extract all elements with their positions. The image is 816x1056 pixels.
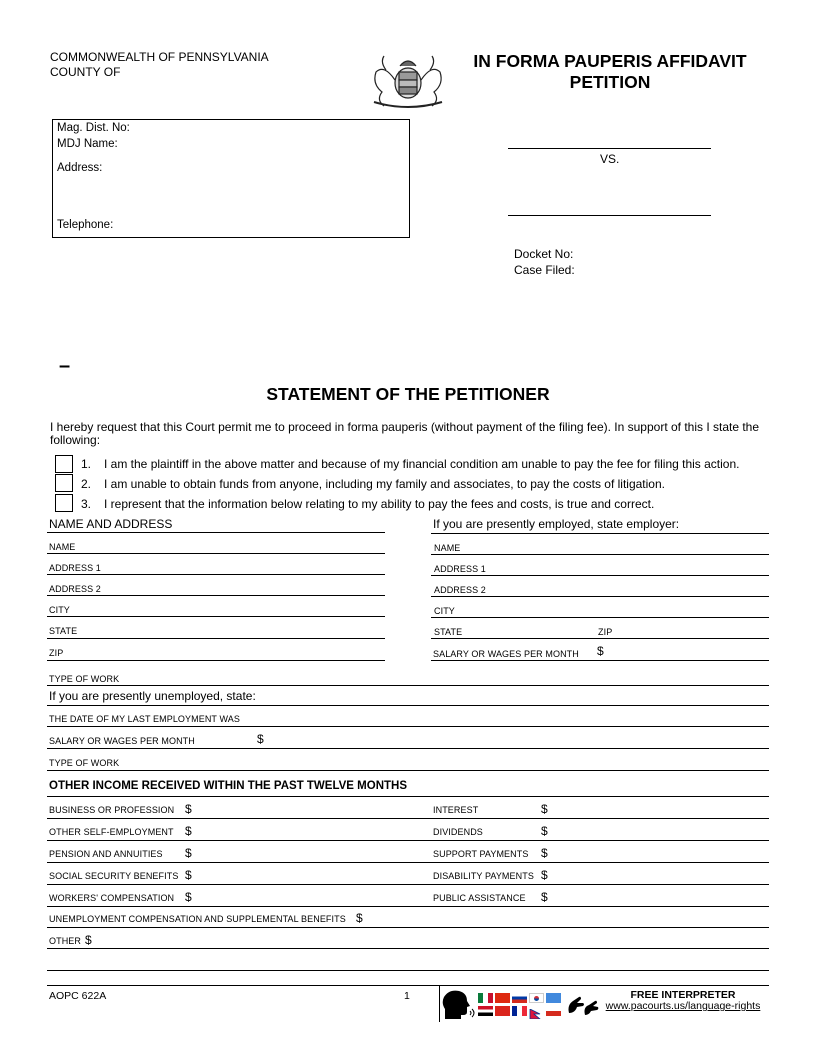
- employer-name-field[interactable]: [431, 554, 769, 555]
- income-dividends-dollar: $: [541, 824, 548, 838]
- vietnam-flag-icon: [495, 1006, 510, 1016]
- income-row3-field[interactable]: [47, 862, 769, 863]
- mag-dist-label: Mag. Dist. No:: [57, 122, 130, 134]
- income-public-assistance-dollar: $: [541, 890, 548, 904]
- income-row1-field[interactable]: [47, 818, 769, 819]
- income-support-dollar: $: [541, 846, 548, 860]
- employer-heading-rule: [431, 533, 769, 534]
- employer-address1-field[interactable]: [431, 575, 769, 576]
- address2-field[interactable]: [47, 595, 385, 596]
- income-business-label: BUSINESS OR PROFESSION: [49, 805, 175, 815]
- income-other-label: OTHER: [49, 936, 81, 946]
- last-employment-label: THE DATE OF MY LAST EMPLOYMENT WAS: [49, 714, 240, 724]
- employer-city-label: CITY: [434, 606, 455, 616]
- item2-text: I am unable to obtain funds from anyone, including my family and associates, to pay the costs of litigation.: [104, 477, 665, 491]
- address1-label: ADDRESS 1: [49, 563, 101, 573]
- item1-text: I am the plaintiff in the above matter and because of my financial condition am unable to pay the fee for filing this action.: [104, 457, 740, 471]
- item3-number: 3.: [81, 497, 92, 511]
- income-support-label: SUPPORT PAYMENTS: [433, 849, 529, 859]
- income-pension-dollar: $: [185, 846, 192, 860]
- pennsylvania-seal-icon: [366, 50, 450, 110]
- item3-checkbox[interactable]: [55, 494, 73, 512]
- russia-flag-icon: [512, 993, 527, 1003]
- nepal-flag-icon: [529, 1006, 544, 1016]
- speaking-head-icon: [441, 989, 477, 1021]
- statement-heading: STATEMENT OF THE PETITIONER: [266, 384, 550, 404]
- somalia-flag-icon: [546, 993, 561, 1003]
- unemployed-heading: If you are presently unemployed, state:: [49, 689, 256, 703]
- city-field[interactable]: [47, 616, 385, 617]
- korea-flag-icon: [529, 993, 544, 1003]
- docket-no-label: Docket No:: [514, 247, 574, 261]
- unemployed-salary-field[interactable]: [47, 748, 769, 749]
- item2-checkbox[interactable]: [55, 474, 73, 492]
- unemployed-type-of-work-field[interactable]: [47, 770, 769, 771]
- free-interpreter-label: FREE INTERPRETER: [630, 989, 736, 1001]
- income-row4-field[interactable]: [47, 884, 769, 885]
- employer-name-label: NAME: [434, 543, 461, 553]
- item1-number: 1.: [81, 457, 92, 471]
- form-id: AOPC 622A: [49, 990, 107, 1002]
- address-label: Address:: [57, 162, 103, 174]
- address2-label: ADDRESS 2: [49, 584, 101, 594]
- other-income-heading-rule: [47, 796, 769, 797]
- mdj-name-label: MDJ Name:: [57, 138, 118, 150]
- state-field[interactable]: [47, 638, 385, 639]
- statement-intro: I hereby request that this Court permit me to proceed in forma pauperis (without payment of the filing fee). In support of this I state the following:: [50, 420, 760, 447]
- income-unemployment-dollar: $: [356, 911, 363, 925]
- unemployed-salary-label: SALARY OR WAGES PER MONTH: [49, 736, 195, 746]
- unemployed-salary-dollar: $: [257, 732, 264, 746]
- income-public-assistance-label: PUBLIC ASSISTANCE: [433, 893, 526, 903]
- state-label: STATE: [49, 626, 78, 636]
- income-row5-field[interactable]: [47, 906, 769, 907]
- item1-checkbox[interactable]: [55, 455, 73, 473]
- telephone-label: Telephone:: [57, 219, 114, 231]
- employer-salary-label: SALARY OR WAGES PER MONTH: [433, 649, 579, 659]
- employer-salary-field[interactable]: [431, 660, 769, 661]
- employer-state-label: STATE: [434, 627, 463, 637]
- income-self-employment-label: OTHER SELF-EMPLOYMENT: [49, 827, 174, 837]
- commonwealth-label: COMMONWEALTH OF PENNSYLVANIA: [50, 50, 269, 64]
- zip-field[interactable]: [47, 660, 385, 661]
- type-of-work-field[interactable]: [47, 685, 769, 686]
- defendant-line[interactable]: [508, 215, 711, 216]
- income-other-field[interactable]: [47, 948, 769, 949]
- income-social-security-dollar: $: [185, 868, 192, 882]
- name-label: NAME: [49, 542, 76, 552]
- zip-label: ZIP: [49, 648, 64, 658]
- income-disability-dollar: $: [541, 868, 548, 882]
- item2-number: 2.: [81, 477, 92, 491]
- income-unemployment-label: UNEMPLOYMENT COMPENSATION AND SUPPLEMENTAL BENEFITS: [49, 914, 346, 924]
- unemployed-heading-rule: [47, 705, 769, 706]
- name-field[interactable]: [47, 553, 385, 554]
- income-other-extra-field[interactable]: [47, 970, 769, 971]
- employer-state-zip-field[interactable]: [431, 638, 769, 639]
- city-label: CITY: [49, 605, 70, 615]
- income-workers-comp-label: WORKERS' COMPENSATION: [49, 893, 175, 903]
- versus-label: VS.: [600, 152, 620, 166]
- china-flag-icon: [495, 993, 510, 1003]
- plaintiff-line[interactable]: [508, 148, 711, 149]
- income-interest-dollar: $: [541, 802, 548, 816]
- income-social-security-label: SOCIAL SECURITY BENEFITS: [49, 871, 179, 881]
- sign-language-icon: [565, 993, 599, 1017]
- income-dividends-label: DIVIDENDS: [433, 827, 483, 837]
- flag-icon: [546, 1006, 561, 1016]
- egypt-flag-icon: [478, 1006, 493, 1016]
- address1-field[interactable]: [47, 574, 385, 575]
- footer-rule: [47, 985, 769, 986]
- income-unemployment-field[interactable]: [47, 927, 769, 928]
- form-title-line1: IN FORMA PAUPERIS AFFIDAVIT: [473, 51, 747, 71]
- last-employment-field[interactable]: [47, 726, 769, 727]
- page-number: 1: [404, 990, 410, 1002]
- employer-address2-field[interactable]: [431, 596, 769, 597]
- income-workers-comp-dollar: $: [185, 890, 192, 904]
- other-income-heading: OTHER INCOME RECEIVED WITHIN THE PAST TWELVE MONTHS: [49, 780, 407, 792]
- name-address-heading-rule: [47, 532, 385, 533]
- unemployed-type-of-work-label: TYPE OF WORK: [49, 758, 120, 768]
- name-address-heading: NAME AND ADDRESS: [49, 517, 173, 531]
- interpreter-divider: [439, 986, 440, 1022]
- income-other-dollar: $: [85, 933, 92, 947]
- court-info-box: [52, 119, 410, 238]
- income-disability-label: DISABILITY PAYMENTS: [433, 871, 534, 881]
- income-row2-field[interactable]: [47, 840, 769, 841]
- income-pension-label: PENSION AND ANNUITIES: [49, 849, 163, 859]
- mexico-flag-icon: [478, 993, 493, 1003]
- county-label: COUNTY OF: [50, 65, 121, 79]
- employer-zip-label: ZIP: [598, 627, 613, 637]
- income-business-dollar: $: [185, 802, 192, 816]
- stray-dash: –: [59, 355, 71, 377]
- income-self-employment-dollar: $: [185, 824, 192, 838]
- form-title-line2: PETITION: [569, 72, 651, 92]
- employer-city-field[interactable]: [431, 617, 769, 618]
- language-rights-link[interactable]: www.pacourts.us/language-rights: [605, 1000, 761, 1012]
- case-filed-label: Case Filed:: [514, 263, 575, 277]
- employer-address1-label: ADDRESS 1: [434, 564, 486, 574]
- type-of-work-label: TYPE OF WORK: [49, 674, 120, 684]
- haiti-flag-icon: [512, 1006, 527, 1016]
- employer-heading: If you are presently employed, state employer:: [433, 517, 680, 531]
- employer-address2-label: ADDRESS 2: [434, 585, 486, 595]
- income-interest-label: INTEREST: [433, 805, 479, 815]
- employer-salary-dollar: $: [597, 644, 604, 658]
- item3-text: I represent that the information below relating to my ability to pay the fees and costs, is true and correct.: [104, 497, 655, 511]
